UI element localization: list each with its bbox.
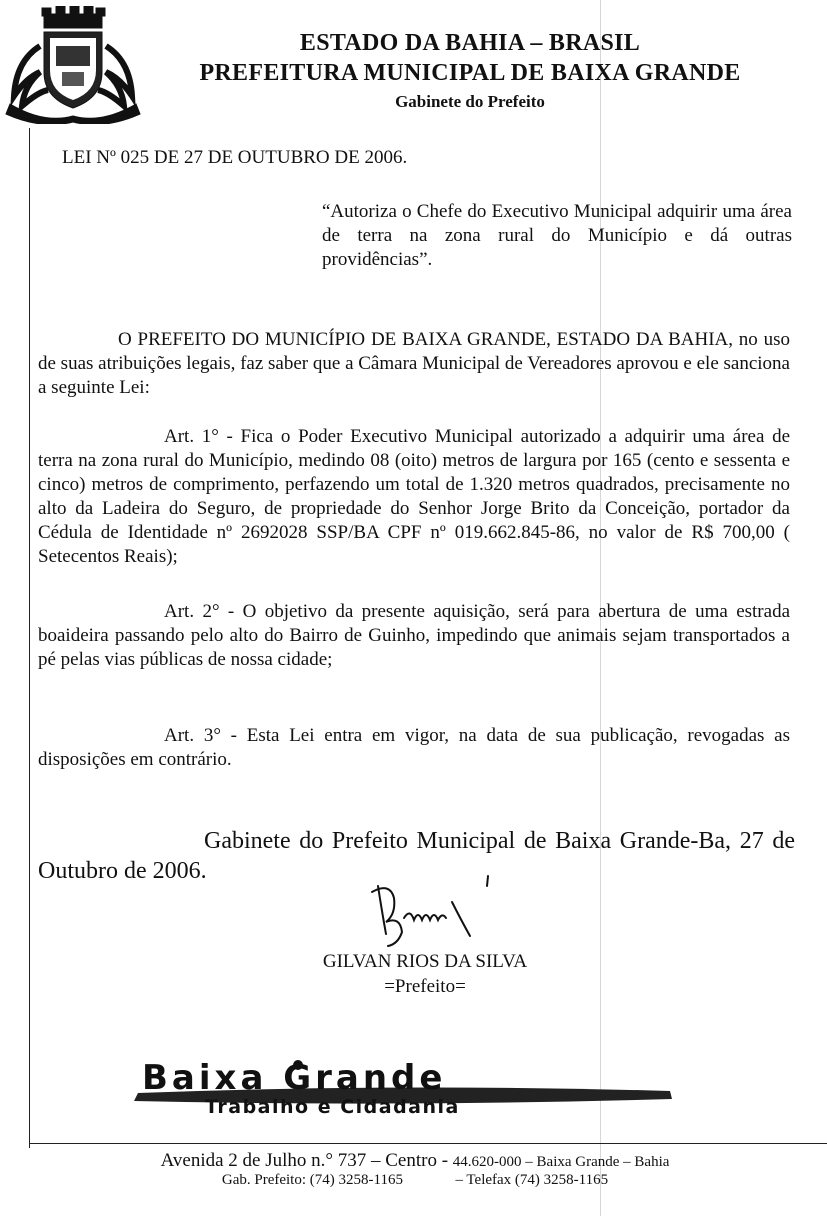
footer-address-rest: 44.620-000 – Baixa Grande – Bahia (452, 1154, 670, 1170)
logo-subtitle: Trabalho e Cidadania (205, 1096, 460, 1118)
footer-fax: – Telefax (74) 3258-1165 (455, 1172, 609, 1188)
closing-text: Gabinete do Prefeito Municipal de Baixa Grande-Ba, 27 de Outubro de 2006. (38, 828, 795, 884)
signatory-role: =Prefeito= (384, 976, 466, 997)
logo-title: Baixa Grande (142, 1058, 447, 1098)
footer-address (60, 1150, 770, 1172)
article-3 (38, 724, 790, 772)
law-summary: “Autoriza o Chefe do Executivo Municipal adquirir uma área de terra na zona rural do Município e dá outras providências”. (322, 201, 792, 270)
article-1 (38, 425, 790, 569)
header-prefecture: PREFEITURA MUNICIPAL DE BAIXA GRANDE (199, 60, 741, 86)
footer-phones (60, 1172, 770, 1189)
intro-text: O PREFEITO DO MUNICÍPIO DE BAIXA GRANDE, ESTADO DA BAHIA, no uso de suas atribuições legais, faz saber que a Câmara Municipal de Vereadores aprovou e ele sanciona a seguinte Lei: (38, 329, 790, 398)
article-1-text: Art. 1° - Fica o Poder Executivo Municipal autorizado a adquirir uma área de terra na zona rural do Município, medindo 08 (oito) metros de largura por 165 (cento e sessenta e cinco) metros de comprimento, perfazendo um total de 1.320 metros quadrados, precisamente no alto da Ladeira do Seguro, de propriedade do Senhor Jorge Brito da Conceição, portador da Cédula de Identidade nº 2692028 SSP/BA CPF nº 019.662.845-86, no valor de R$ 700,00 ( Setecentos Reais); (38, 426, 790, 567)
article-3-text: Art. 3° - Esta Lei entra em vigor, na data de sua publicação, revogadas as disposições em contrário. (38, 725, 790, 770)
article-2-text: Art. 2° - O objetivo da presente aquisição, será para abertura de uma estrada boaideira passando pelo alto do Bairro de Guinho, impedindo que animais sejam transportados a pé pelas vias públicas de nossa cidade; (38, 601, 790, 670)
municipal-coat-of-arms-icon (4, 6, 142, 124)
law-title: LEI Nº 025 DE 27 DE OUTUBRO DE 2006. (62, 147, 408, 168)
footer-address-main: Avenida 2 de Julho n.° 737 – Centro - (160, 1150, 449, 1171)
intro-paragraph (38, 328, 790, 400)
left-margin-rule (29, 128, 30, 1148)
signatory-name: GILVAN RIOS DA SILVA (322, 951, 528, 972)
footer-rule (29, 1143, 827, 1144)
footer-phone: Gab. Prefeito: (74) 3258-1165 (221, 1172, 403, 1188)
handwritten-signature (360, 872, 500, 950)
header-state: ESTADO DA BAHIA – BRASIL (299, 30, 641, 56)
article-2 (38, 600, 790, 672)
header-office: Gabinete do Prefeito (395, 92, 545, 111)
